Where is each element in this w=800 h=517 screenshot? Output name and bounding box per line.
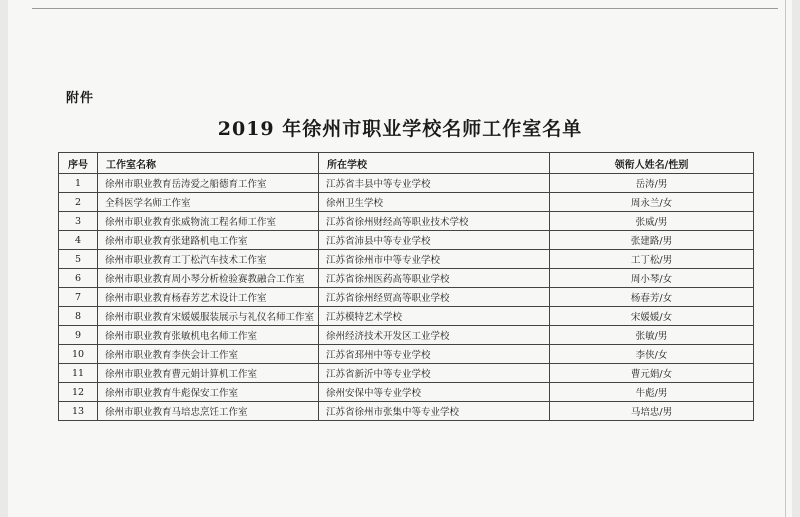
header-studio-name: 工作室名称 bbox=[98, 153, 319, 174]
row-serial-number: 3 bbox=[59, 212, 98, 231]
row-school: 徐州经济技术开发区工业学校 bbox=[319, 326, 550, 345]
row-serial-number: 9 bbox=[59, 326, 98, 345]
row-school: 江苏省徐州市中等专业学校 bbox=[319, 250, 550, 269]
row-studio-name: 全科医学名师工作室 bbox=[98, 193, 319, 212]
row-leader: 张建路/男 bbox=[550, 231, 754, 250]
row-studio-name: 徐州市职业教育周小琴分析检验赛教融合工作室 bbox=[98, 269, 319, 288]
header-school: 所在学校 bbox=[319, 153, 550, 174]
row-serial-number: 4 bbox=[59, 231, 98, 250]
table-row bbox=[59, 402, 754, 421]
header-serial-number: 序号 bbox=[59, 153, 98, 174]
row-serial-number: 8 bbox=[59, 307, 98, 326]
row-school: 徐州卫生学校 bbox=[319, 193, 550, 212]
row-studio-name: 徐州市职业教育张建路机电工作室 bbox=[98, 231, 319, 250]
row-leader: 岳涛/男 bbox=[550, 174, 754, 193]
row-school: 江苏省徐州医药高等职业学校 bbox=[319, 269, 550, 288]
row-studio-name: 徐州市职业教育工丁松汽车技术工作室 bbox=[98, 250, 319, 269]
row-serial-number: 10 bbox=[59, 345, 98, 364]
table-row bbox=[59, 326, 754, 345]
row-school: 江苏省丰县中等专业学校 bbox=[319, 174, 550, 193]
row-leader: 张敏/男 bbox=[550, 326, 754, 345]
row-school: 江苏省沛县中等专业学校 bbox=[319, 231, 550, 250]
row-serial-number: 2 bbox=[59, 193, 98, 212]
row-school: 江苏省徐州财经高等职业技术学校 bbox=[319, 212, 550, 231]
row-school: 江苏省邳州中等专业学校 bbox=[319, 345, 550, 364]
row-studio-name: 徐州市职业教育曹元娟计算机工作室 bbox=[98, 364, 319, 383]
row-studio-name: 徐州市职业教育张威物流工程名师工作室 bbox=[98, 212, 319, 231]
row-leader: 杨春芳/女 bbox=[550, 288, 754, 307]
page-right-edge bbox=[785, 0, 786, 517]
row-studio-name: 徐州市职业教育李侠会计工作室 bbox=[98, 345, 319, 364]
studio-list-table bbox=[58, 152, 754, 421]
table-row bbox=[59, 250, 754, 269]
row-leader: 曹元娟/女 bbox=[550, 364, 754, 383]
row-leader: 马培忠/男 bbox=[550, 402, 754, 421]
attachment-label: 附件 bbox=[66, 91, 95, 106]
row-leader: 周小琴/女 bbox=[550, 269, 754, 288]
table-row bbox=[59, 231, 754, 250]
row-school: 徐州安保中等专业学校 bbox=[319, 383, 550, 402]
table-row bbox=[59, 345, 754, 364]
row-leader: 张威/男 bbox=[550, 212, 754, 231]
table-row bbox=[59, 193, 754, 212]
row-leader: 工丁松/男 bbox=[550, 250, 754, 269]
row-leader: 李侠/女 bbox=[550, 345, 754, 364]
row-studio-name: 徐州市职业教育宋媛媛服装展示与礼仪名师工作室 bbox=[98, 307, 319, 326]
row-school: 江苏省徐州经贸高等职业学校 bbox=[319, 288, 550, 307]
document-page bbox=[8, 0, 792, 517]
row-studio-name: 徐州市职业教育牛彪保安工作室 bbox=[98, 383, 319, 402]
row-serial-number: 11 bbox=[59, 364, 98, 383]
row-serial-number: 6 bbox=[59, 269, 98, 288]
table-row bbox=[59, 383, 754, 402]
table-row bbox=[59, 288, 754, 307]
table-row bbox=[59, 212, 754, 231]
row-studio-name: 徐州市职业教育马培忠烹饪工作室 bbox=[98, 402, 319, 421]
header-leader: 领衔人姓名/性别 bbox=[550, 153, 754, 174]
row-studio-name: 徐州市职业教育岳涛爱之船德育工作室 bbox=[98, 174, 319, 193]
row-serial-number: 5 bbox=[59, 250, 98, 269]
row-studio-name: 徐州市职业教育张敏机电名师工作室 bbox=[98, 326, 319, 345]
row-leader: 牛彪/男 bbox=[550, 383, 754, 402]
row-serial-number: 7 bbox=[59, 288, 98, 307]
table-row bbox=[59, 269, 754, 288]
row-serial-number: 1 bbox=[59, 174, 98, 193]
row-serial-number: 12 bbox=[59, 383, 98, 402]
table-row bbox=[59, 174, 754, 193]
row-school: 江苏省徐州市张集中等专业学校 bbox=[319, 402, 550, 421]
row-leader: 宋媛媛/女 bbox=[550, 307, 754, 326]
row-school: 江苏模特艺术学校 bbox=[319, 307, 550, 326]
table-row bbox=[59, 364, 754, 383]
row-school: 江苏省新沂中等专业学校 bbox=[319, 364, 550, 383]
row-serial-number: 13 bbox=[59, 402, 98, 421]
document-title: 2019 年徐州市职业学校名师工作室名单 bbox=[217, 118, 583, 140]
table-header-row bbox=[59, 153, 754, 174]
table-row bbox=[59, 307, 754, 326]
row-leader: 周永兰/女 bbox=[550, 193, 754, 212]
page-top-rule bbox=[32, 8, 778, 9]
row-studio-name: 徐州市职业教育杨春芳艺术设计工作室 bbox=[98, 288, 319, 307]
